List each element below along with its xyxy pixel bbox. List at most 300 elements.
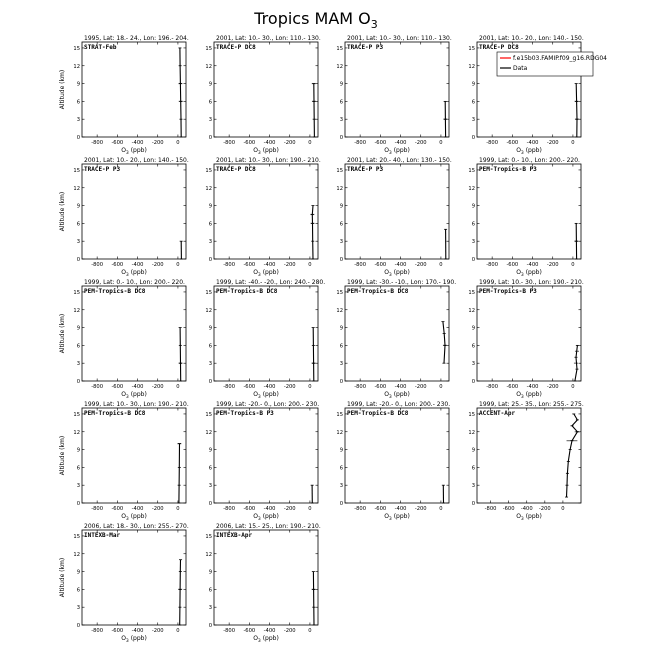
plot-frame — [214, 530, 318, 625]
y-tick-label: 12 — [73, 185, 80, 192]
panel-header: 1999, Lat: 10.- 30., Lon: 190.- 210. — [84, 401, 189, 408]
x-axis-label: $O_3$ (ppb) — [253, 147, 279, 156]
x-tick-label: -400 — [131, 506, 144, 512]
panel-15 — [336, 401, 450, 522]
plot-frame — [82, 530, 186, 625]
panel-16 — [468, 401, 583, 522]
panel-18 — [205, 523, 320, 644]
y-tick-label: 15 — [205, 289, 212, 296]
y-tick-label: 0 — [471, 135, 475, 141]
x-tick-label: -600 — [111, 384, 124, 390]
y-tick-label: 12 — [73, 429, 80, 436]
y-tick-label: 9 — [208, 325, 212, 332]
x-tick-label: -800 — [223, 628, 236, 634]
series-line-data — [313, 328, 314, 381]
x-axis-label: $O_3$ (ppb) — [384, 269, 410, 278]
x-tick-label: -200 — [151, 140, 164, 146]
panel-campaign-label: TRACE-P P3 — [347, 166, 384, 173]
panel-header: 2001, Lat: 10.- 20., Lon: 140.- 150. — [84, 157, 189, 164]
plot-frame — [345, 408, 449, 503]
x-tick-label: -400 — [131, 262, 144, 268]
plot-frame — [82, 286, 186, 381]
x-tick-label: -800 — [484, 506, 497, 512]
x-tick-label: -200 — [283, 140, 296, 146]
y-tick-label: 6 — [208, 465, 212, 472]
y-tick-label: 9 — [76, 81, 80, 88]
x-tick-label: -200 — [151, 628, 164, 634]
y-tick-label: 9 — [471, 447, 475, 454]
y-tick-label: 12 — [336, 185, 343, 192]
series-line-data — [314, 84, 315, 137]
x-tick-label: -400 — [263, 506, 276, 512]
x-tick-label: -800 — [486, 262, 499, 268]
series-line-data — [179, 444, 180, 503]
x-tick-label: -200 — [414, 506, 427, 512]
y-tick-label: 0 — [208, 379, 212, 385]
x-tick-label: -200 — [151, 262, 164, 268]
x-tick-label: -400 — [394, 506, 407, 512]
y-tick-label: 3 — [208, 483, 212, 490]
panel-header: 1999, Lat: -30.- -10., Lon: 170.- 190. — [347, 279, 457, 286]
y-tick-label: 15 — [205, 533, 212, 540]
y-tick-label: 0 — [339, 501, 343, 507]
plot-frame — [345, 42, 449, 137]
series-line-data — [313, 572, 314, 625]
y-tick-label: 3 — [339, 117, 343, 124]
x-tick-label: -400 — [131, 628, 144, 634]
panel-3 — [336, 35, 451, 156]
panel-header: 1999, Lat: 0.- 10., Lon: 200.- 220. — [479, 157, 580, 164]
x-tick-label: -600 — [243, 506, 256, 512]
x-tick-label: -600 — [506, 140, 519, 146]
x-tick-label: 0 — [176, 506, 180, 512]
panel-campaign-label: TRACE-P DC8 — [216, 44, 256, 51]
y-tick-label: 6 — [339, 221, 343, 228]
x-tick-label: 0 — [571, 384, 575, 390]
y-axis-label: Altitude (km) — [59, 557, 66, 598]
x-tick-label: -800 — [223, 506, 236, 512]
x-tick-label: -400 — [526, 140, 539, 146]
y-tick-label: 0 — [339, 257, 343, 263]
x-axis-label: $O_3$ (ppb) — [121, 635, 147, 644]
y-tick-label: 6 — [208, 587, 212, 594]
x-tick-label: -800 — [91, 384, 104, 390]
y-tick-label: 15 — [73, 411, 80, 418]
panel-campaign-label: PEM-Tropics-B P3 — [479, 166, 537, 173]
x-tick-label: 0 — [308, 140, 312, 146]
y-tick-label: 6 — [208, 343, 212, 350]
x-axis-label: $O_3$ (ppb) — [121, 147, 147, 156]
panel-header: 1999, Lat: -40.- -20., Lon: 240.- 280. — [216, 279, 326, 286]
y-tick-label: 0 — [76, 257, 80, 263]
x-tick-label: -800 — [354, 262, 367, 268]
y-tick-label: 12 — [468, 307, 475, 314]
plot-frame — [214, 408, 318, 503]
panel-14 — [205, 401, 319, 522]
plot-frame — [345, 164, 449, 259]
series-line-data — [443, 322, 445, 364]
x-tick-label: -200 — [414, 384, 427, 390]
y-tick-label: 3 — [76, 117, 80, 124]
y-tick-label: 15 — [468, 289, 475, 296]
y-tick-label: 9 — [339, 325, 343, 332]
x-tick-label: -600 — [243, 384, 256, 390]
y-axis-label: Altitude (km) — [59, 69, 66, 110]
x-tick-label: -400 — [131, 384, 144, 390]
y-tick-label: 3 — [471, 117, 475, 124]
y-tick-label: 15 — [336, 45, 343, 52]
x-tick-label: 0 — [439, 384, 443, 390]
x-axis-label: $O_3$ (ppb) — [253, 513, 279, 522]
plot-frame — [82, 42, 186, 137]
y-tick-label: 9 — [339, 81, 343, 88]
panel-campaign-label: ACCENT-Apr — [479, 410, 516, 417]
y-tick-label: 9 — [76, 569, 80, 576]
panel-header: 2001, Lat: 10.- 30., Lon: 110.- 130. — [216, 35, 321, 42]
y-tick-label: 3 — [471, 483, 475, 490]
y-tick-label: 6 — [471, 465, 475, 472]
x-tick-label: 0 — [176, 628, 180, 634]
x-tick-label: 0 — [308, 262, 312, 268]
x-tick-label: -200 — [546, 384, 559, 390]
plot-frame — [345, 286, 449, 381]
x-tick-label: -600 — [111, 506, 124, 512]
y-tick-label: 3 — [76, 239, 80, 246]
x-tick-label: -800 — [354, 506, 367, 512]
x-tick-label: -200 — [546, 140, 559, 146]
y-tick-label: 0 — [471, 257, 475, 263]
panel-8 — [468, 157, 581, 278]
y-tick-label: 3 — [76, 605, 80, 612]
legend-entry: Data — [513, 65, 528, 72]
y-tick-label: 3 — [339, 483, 343, 490]
y-tick-label: 6 — [76, 99, 80, 106]
legend — [497, 52, 607, 76]
y-axis-label: Altitude (km) — [59, 191, 66, 232]
x-tick-label: 0 — [308, 506, 312, 512]
y-tick-label: 12 — [468, 429, 475, 436]
x-axis-label: $O_3$ (ppb) — [121, 391, 147, 400]
x-tick-label: -200 — [283, 628, 296, 634]
panel-header: 2001, Lat: 10.- 30., Lon: 110.- 130. — [347, 35, 452, 42]
panel-campaign-label: PEM-Tropics-B P3 — [479, 288, 537, 295]
y-tick-label: 9 — [208, 569, 212, 576]
figure-title: Tropics MAM $O_3$ — [254, 9, 378, 31]
x-tick-label: -600 — [111, 262, 124, 268]
panel-campaign-label: TRACE-P DC8 — [216, 166, 256, 173]
panel-campaign-label: PEM-Tropics-B P3 — [216, 410, 274, 417]
y-tick-label: 0 — [339, 379, 343, 385]
y-tick-label: 12 — [468, 63, 475, 70]
y-tick-label: 12 — [73, 551, 80, 558]
x-tick-label: -200 — [283, 384, 296, 390]
y-tick-label: 3 — [471, 361, 475, 368]
y-tick-label: 0 — [76, 135, 80, 141]
series-line-data — [312, 206, 313, 259]
y-tick-label: 9 — [339, 203, 343, 210]
x-tick-label: -400 — [263, 628, 276, 634]
x-tick-label: -800 — [354, 384, 367, 390]
panel-13 — [59, 401, 189, 522]
x-tick-label: 0 — [561, 506, 565, 512]
y-tick-label: 0 — [471, 379, 475, 385]
y-tick-label: 15 — [336, 411, 343, 418]
x-tick-label: -600 — [374, 140, 387, 146]
x-axis-label: $O_3$ (ppb) — [121, 269, 147, 278]
x-tick-label: -400 — [394, 140, 407, 146]
panel-header: 1999, Lat: -20.- 0., Lon: 200.- 230. — [216, 401, 320, 408]
x-tick-label: -400 — [520, 506, 533, 512]
y-tick-label: 6 — [339, 99, 343, 106]
x-tick-label: -400 — [394, 262, 407, 268]
plot-frame — [82, 408, 186, 503]
x-tick-label: 0 — [176, 384, 180, 390]
y-tick-label: 12 — [205, 63, 212, 70]
y-tick-label: 6 — [208, 221, 212, 228]
y-tick-label: 0 — [76, 501, 80, 507]
panel-9 — [59, 279, 186, 400]
x-tick-label: -200 — [151, 384, 164, 390]
y-tick-label: 12 — [336, 63, 343, 70]
y-tick-label: 15 — [205, 45, 212, 52]
y-tick-label: 6 — [471, 221, 475, 228]
y-tick-label: 3 — [76, 483, 80, 490]
panel-campaign-label: PEM-Tropics-B DC8 — [84, 288, 146, 295]
series-line-data — [576, 84, 577, 137]
y-tick-label: 12 — [468, 185, 475, 192]
y-tick-label: 0 — [208, 257, 212, 263]
x-tick-label: -600 — [243, 262, 256, 268]
panel-header: 2001, Lat: 10.- 30., Lon: 190.- 210. — [216, 157, 321, 164]
y-tick-label: 6 — [339, 465, 343, 472]
x-tick-label: 0 — [176, 262, 180, 268]
y-tick-label: 3 — [208, 117, 212, 124]
y-axis-label: Altitude (km) — [59, 435, 66, 476]
x-axis-label: $O_3$ (ppb) — [384, 147, 410, 156]
y-tick-label: 9 — [208, 203, 212, 210]
y-tick-label: 6 — [76, 587, 80, 594]
y-tick-label: 12 — [205, 185, 212, 192]
y-tick-label: 0 — [208, 135, 212, 141]
panel-header: 1999, Lat: 25.- 35., Lon: 255.- 275. — [479, 401, 584, 408]
y-tick-label: 12 — [73, 307, 80, 314]
x-tick-label: -400 — [394, 384, 407, 390]
x-tick-label: -600 — [111, 140, 124, 146]
panel-1 — [59, 35, 189, 156]
x-tick-label: -800 — [91, 262, 104, 268]
y-tick-label: 15 — [336, 167, 343, 174]
plot-frame — [477, 164, 581, 259]
y-tick-label: 3 — [339, 239, 343, 246]
y-tick-label: 15 — [468, 167, 475, 174]
x-tick-label: -800 — [223, 384, 236, 390]
y-tick-label: 3 — [76, 361, 80, 368]
plot-frame — [82, 164, 186, 259]
x-tick-label: -800 — [91, 506, 104, 512]
y-tick-label: 9 — [339, 447, 343, 454]
panel-campaign-label: PEM-Tropics-B DC8 — [84, 410, 146, 417]
x-tick-label: -800 — [354, 140, 367, 146]
y-tick-label: 12 — [205, 429, 212, 436]
panel-grid — [59, 35, 607, 644]
panel-2 — [205, 35, 320, 156]
x-tick-label: -600 — [506, 262, 519, 268]
x-tick-label: 0 — [439, 262, 443, 268]
x-tick-label: 0 — [439, 506, 443, 512]
y-tick-label: 15 — [73, 167, 80, 174]
x-tick-label: -800 — [91, 628, 104, 634]
series-line-data — [180, 560, 181, 625]
y-tick-label: 3 — [471, 239, 475, 246]
y-tick-label: 15 — [336, 289, 343, 296]
panel-campaign-label: STRAT-Feb — [84, 44, 117, 51]
y-tick-label: 3 — [208, 361, 212, 368]
panel-campaign-label: PEM-Tropics-B DC8 — [216, 288, 278, 295]
x-tick-label: -800 — [486, 140, 499, 146]
y-tick-label: 0 — [208, 623, 212, 629]
panel-header: 2001, Lat: 20.- 40., Lon: 130.- 150. — [347, 157, 452, 164]
x-tick-label: 0 — [176, 140, 180, 146]
x-tick-label: -600 — [374, 262, 387, 268]
x-tick-label: -800 — [486, 384, 499, 390]
panel-7 — [336, 157, 451, 278]
panel-campaign-label: PEM-Tropics-B DC8 — [347, 410, 409, 417]
y-tick-label: 12 — [336, 307, 343, 314]
x-axis-label: $O_3$ (ppb) — [516, 513, 542, 522]
panel-header: 1999, Lat: -20.- 0., Lon: 200.- 230. — [347, 401, 451, 408]
plot-frame — [214, 42, 318, 137]
panel-header: 1999, Lat: 10.- 30., Lon: 190.- 210. — [479, 279, 584, 286]
x-axis-label: $O_3$ (ppb) — [253, 391, 279, 400]
y-tick-label: 9 — [471, 81, 475, 88]
y-axis-label: Altitude (km) — [59, 313, 66, 354]
y-tick-label: 0 — [471, 501, 475, 507]
y-tick-label: 6 — [76, 465, 80, 472]
y-tick-label: 3 — [208, 605, 212, 612]
x-tick-label: -200 — [283, 262, 296, 268]
y-tick-label: 3 — [208, 239, 212, 246]
y-tick-label: 0 — [339, 135, 343, 141]
y-tick-label: 3 — [339, 361, 343, 368]
panel-campaign-label: PEM-Tropics-B DC8 — [347, 288, 409, 295]
panel-11 — [336, 279, 456, 400]
x-tick-label: -200 — [414, 262, 427, 268]
y-tick-label: 0 — [208, 501, 212, 507]
y-tick-label: 12 — [73, 63, 80, 70]
y-tick-label: 12 — [336, 429, 343, 436]
x-axis-label: $O_3$ (ppb) — [384, 513, 410, 522]
y-tick-label: 15 — [468, 411, 475, 418]
y-tick-label: 15 — [73, 45, 80, 52]
plot-frame — [214, 164, 318, 259]
x-tick-label: -800 — [223, 262, 236, 268]
x-tick-label: -400 — [526, 262, 539, 268]
x-tick-label: -200 — [151, 506, 164, 512]
x-tick-label: -600 — [243, 140, 256, 146]
y-tick-label: 6 — [471, 343, 475, 350]
x-tick-label: -600 — [502, 506, 515, 512]
x-axis-label: $O_3$ (ppb) — [516, 269, 542, 278]
panel-campaign-label: INTEXB-Mar — [84, 532, 121, 539]
y-tick-label: 15 — [205, 411, 212, 418]
y-tick-label: 0 — [76, 379, 80, 385]
x-axis-label: $O_3$ (ppb) — [516, 391, 542, 400]
x-tick-label: 0 — [571, 262, 575, 268]
panel-campaign-label: TRACE-P P3 — [347, 44, 384, 51]
x-tick-label: -800 — [223, 140, 236, 146]
y-tick-label: 9 — [208, 447, 212, 454]
y-tick-label: 6 — [76, 343, 80, 350]
x-tick-label: -400 — [263, 140, 276, 146]
y-tick-label: 9 — [76, 203, 80, 210]
x-tick-label: -600 — [374, 506, 387, 512]
x-tick-label: -600 — [243, 628, 256, 634]
panel-4 — [468, 35, 607, 156]
panel-10 — [205, 279, 325, 400]
x-tick-label: -600 — [374, 384, 387, 390]
y-tick-label: 6 — [471, 99, 475, 106]
x-tick-label: -600 — [506, 384, 519, 390]
plot-frame — [214, 286, 318, 381]
x-tick-label: -800 — [91, 140, 104, 146]
x-axis-label: $O_3$ (ppb) — [516, 147, 542, 156]
y-tick-label: 9 — [76, 447, 80, 454]
x-axis-label: $O_3$ (ppb) — [121, 513, 147, 522]
y-tick-label: 15 — [205, 167, 212, 174]
y-tick-label: 12 — [205, 307, 212, 314]
x-tick-label: -400 — [131, 140, 144, 146]
panel-header: 1999, Lat: 0.- 10., Lon: 200.- 220. — [84, 279, 185, 286]
y-tick-label: 9 — [471, 325, 475, 332]
y-tick-label: 6 — [339, 343, 343, 350]
x-tick-label: -600 — [111, 628, 124, 634]
x-tick-label: 0 — [571, 140, 575, 146]
panel-campaign-label: TRACE-P P3 — [84, 166, 121, 173]
x-axis-label: $O_3$ (ppb) — [253, 269, 279, 278]
x-tick-label: -200 — [538, 506, 551, 512]
y-tick-label: 12 — [205, 551, 212, 558]
x-tick-label: -400 — [526, 384, 539, 390]
plot-frame — [477, 408, 581, 503]
y-tick-label: 9 — [471, 203, 475, 210]
panel-6 — [205, 157, 320, 278]
y-tick-label: 15 — [73, 289, 80, 296]
y-tick-label: 0 — [76, 623, 80, 629]
panel-17 — [59, 523, 189, 644]
x-tick-label: -400 — [263, 384, 276, 390]
x-axis-label: $O_3$ (ppb) — [253, 635, 279, 644]
panel-12 — [468, 279, 583, 400]
x-tick-label: -200 — [283, 506, 296, 512]
panel-campaign-label: TRACE-P DC8 — [479, 44, 519, 51]
plot-frame — [477, 286, 581, 381]
y-tick-label: 9 — [76, 325, 80, 332]
x-tick-label: -200 — [546, 262, 559, 268]
panel-campaign-label: INTEXB-Apr — [216, 532, 253, 539]
panel-5 — [59, 157, 189, 278]
series-line-data — [180, 48, 181, 137]
panel-header: 2001, Lat: 10.- 20., Lon: 140.- 150. — [479, 35, 584, 42]
x-tick-label: -400 — [263, 262, 276, 268]
series-line-data — [180, 328, 181, 381]
y-tick-label: 9 — [208, 81, 212, 88]
panel-header: 1995, Lat: 18.- 24., Lon: 196.- 204. — [84, 35, 189, 42]
x-tick-label: 0 — [308, 384, 312, 390]
panel-header: 2006, Lat: 18.- 30., Lon: 255.- 270. — [84, 523, 189, 530]
x-tick-label: 0 — [439, 140, 443, 146]
series-line-data — [567, 414, 578, 497]
y-tick-label: 15 — [468, 45, 475, 52]
